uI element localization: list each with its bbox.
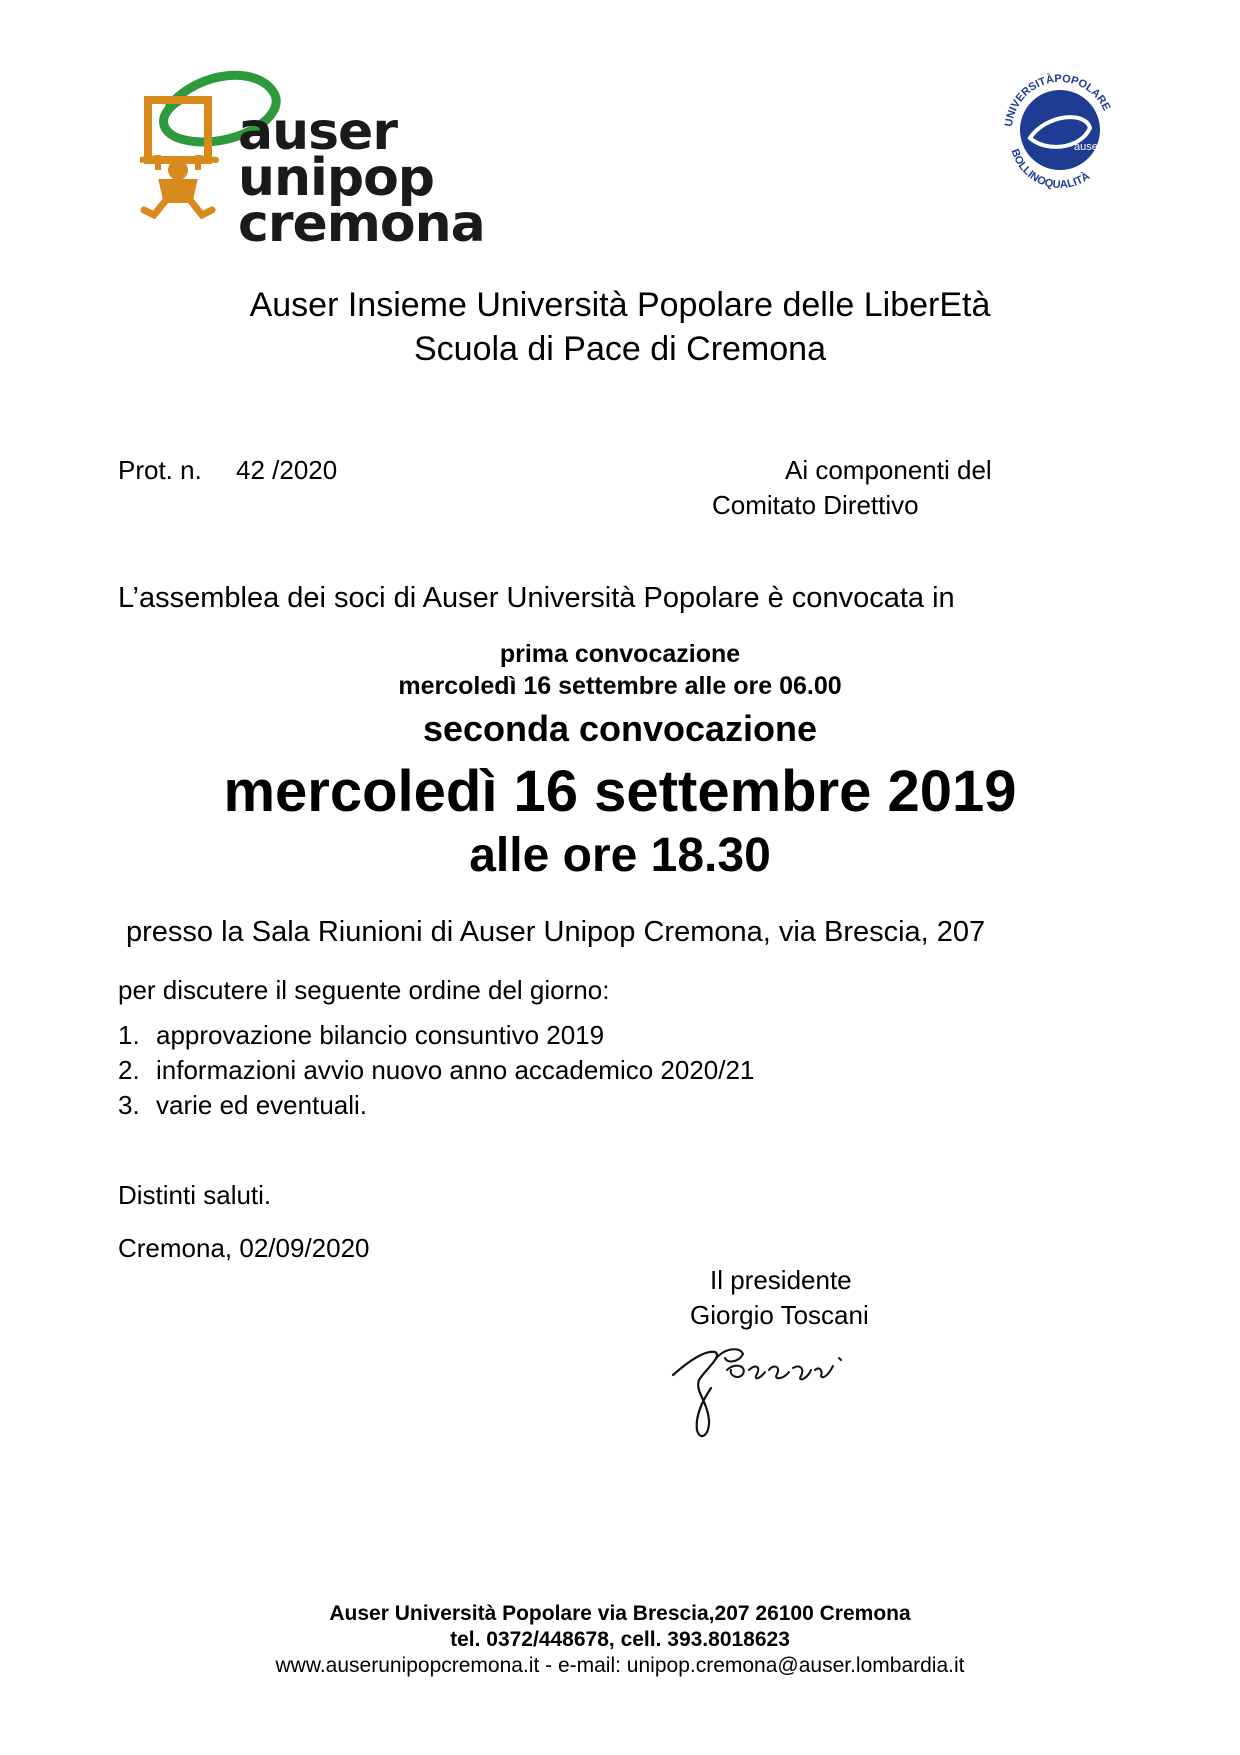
seal-inner-text: auser — [1074, 141, 1102, 153]
first-convocation-label: prima convocazione — [499, 640, 741, 668]
closing-text: Distinti saluti. — [118, 1180, 272, 1210]
second-convocation-date: mercoledì 16 settembre 2019 — [223, 759, 1017, 824]
header-line2: Scuola di Pace di Cremona — [413, 330, 826, 368]
seal-bottom-text: BOLLINOQUALITÀ — [1008, 147, 1093, 192]
signature-name: Giorgio Toscani — [690, 1300, 869, 1330]
auser-unipop-logo — [140, 70, 485, 254]
list-item-number: 3. — [118, 1090, 140, 1120]
protocol-label: Prot. n. — [118, 455, 202, 485]
list-item-number: 1. — [118, 1020, 140, 1050]
protocol-number: 42 /2020 — [236, 455, 338, 485]
first-convocation-date: mercoledì 16 settembre alle ore 06.00 — [398, 672, 842, 700]
list-item — [118, 1088, 754, 1123]
agenda-list — [118, 1018, 754, 1123]
list-item — [118, 1053, 754, 1088]
handwritten-signature — [665, 1330, 865, 1445]
logo-text-cremona: cremona — [238, 194, 485, 254]
place-date: Cremona, 02/09/2020 — [118, 1233, 370, 1263]
intro-text: L’assemblea dei soci di Auser Università Popolare è convocata in — [118, 582, 955, 614]
footer-phone: tel. 0372/448678, cell. 393.8018623 — [450, 1628, 790, 1651]
footer-address: Auser Università Popolare via Brescia,207 26100 Cremona — [329, 1602, 911, 1625]
recipient-line2: Comitato Direttivo — [712, 490, 919, 520]
header-line1: Auser Insieme Università Popolare delle LiberEtà — [249, 286, 991, 324]
agenda-intro: per discutere il seguente ordine del giorno: — [118, 975, 610, 1005]
recipient-line1: Ai componenti del — [785, 455, 992, 485]
quality-seal — [990, 60, 1130, 200]
list-item-text: informazioni avvio nuovo anno accademico 2020/21 — [156, 1055, 755, 1085]
location-text: presso la Sala Riunioni di Auser Unipop Cremona, via Brescia, 207 — [126, 916, 986, 948]
signature-icon — [665, 1330, 865, 1445]
second-convocation-time: alle ore 18.30 — [469, 829, 771, 882]
quality-seal-icon — [990, 60, 1130, 200]
list-item — [118, 1018, 754, 1053]
signature-role: Il presidente — [710, 1265, 852, 1295]
logo-text-unipop: unipop — [238, 148, 435, 208]
list-item-text: varie ed eventuali. — [156, 1090, 368, 1120]
list-item-number: 2. — [118, 1055, 140, 1085]
second-convocation-label: seconda convocazione — [422, 708, 818, 749]
seal-top-text: UNIVERSITÀPOPOLARE — [1003, 72, 1113, 128]
footer-contacts: www.auserunipopcremona.it - e-mail: unipop.cremona@auser.lombardia.it — [275, 1654, 965, 1677]
logo-text-auser: auser — [238, 102, 397, 162]
list-item-text: approvazione bilancio consuntivo 2019 — [156, 1020, 605, 1050]
